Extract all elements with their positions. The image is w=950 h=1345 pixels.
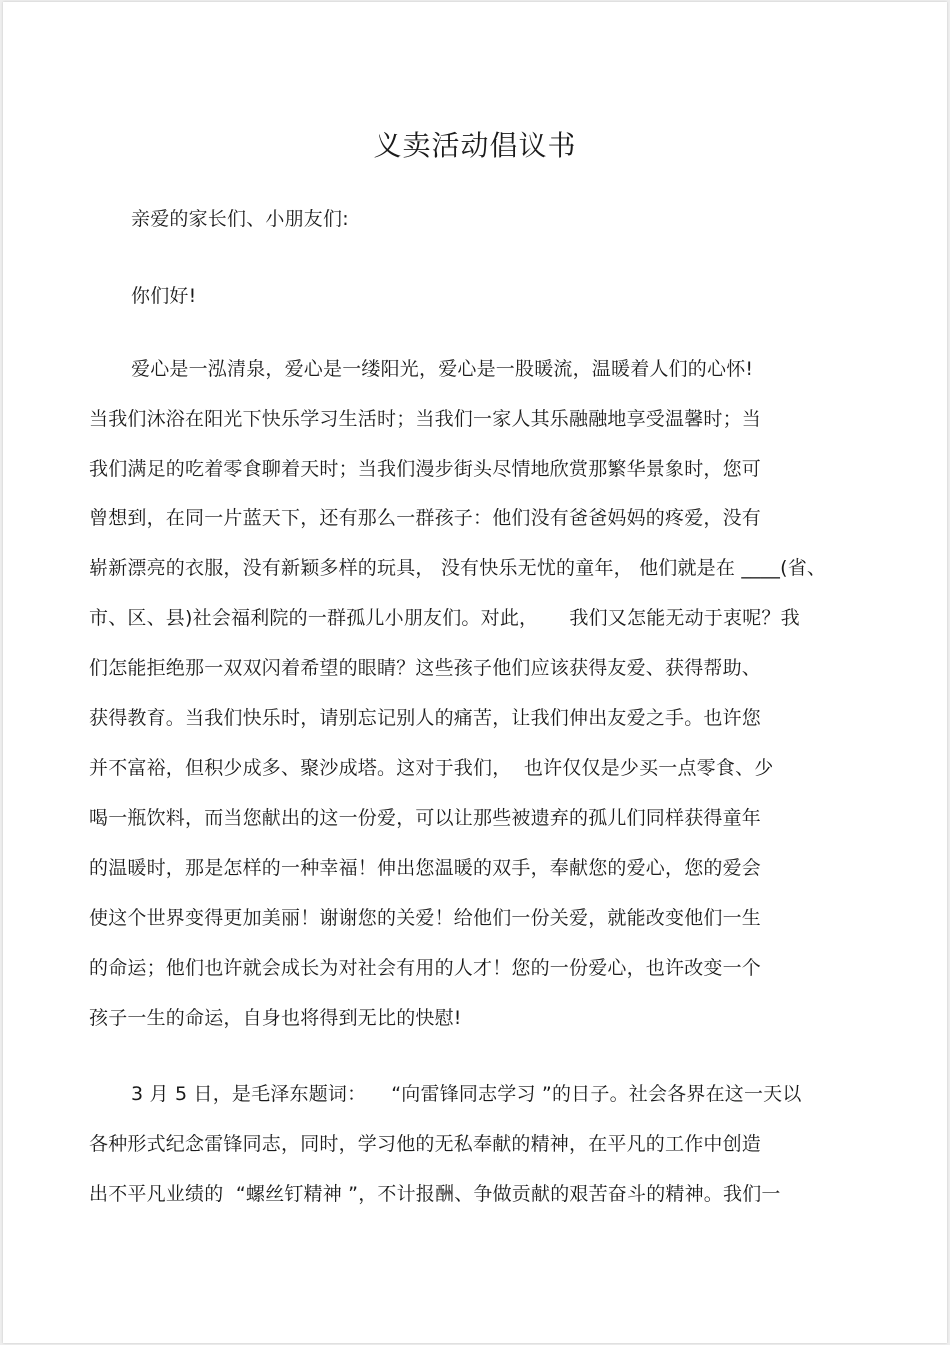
paragraph-line: 使这个世界变得更加美丽！谢谢您的关爱！给他们一份关爱，就能改变他们一生 xyxy=(89,907,762,929)
paragraph-line: 我们满足的吃着零食聊着天时；当我们漫步街头尽情地欣赏那繁华景象时，您可 xyxy=(89,458,762,480)
paragraph-line: 孩子一生的命运，自身也将得到无比的快慰! xyxy=(89,1007,462,1029)
paragraph-line: 出不平凡业绩的 “螺丝钉精神 ”，不计报酬、争做贡献的艰苦奋斗的精神。我们一 xyxy=(89,1183,781,1205)
paragraph-line: 崭新漂亮的衣服，没有新颖多样的玩具， 没有快乐无忧的童年， 他们就是在 ____(省、 xyxy=(89,557,827,579)
greeting: 你们好! xyxy=(131,285,197,307)
document-title: 义卖活动倡议书 xyxy=(373,129,577,162)
paragraph-line: 并不富裕，但积少成多、聚沙成塔。这对于我们， 也许仅仅是少买一点零食、少 xyxy=(89,757,774,779)
paragraph-line: 爱心是一泓清泉，爱心是一缕阳光，爱心是一股暖流，温暖着人们的心怀! xyxy=(131,358,754,380)
paragraph-line: 获得教育。当我们快乐时，请别忘记别人的痛苦，让我们伸出友爱之手。也许您 xyxy=(89,707,762,729)
paragraph-line: 市、区、县)社会福利院的一群孤儿小朋友们。对此， 我们又怎能无动于衷呢？我 xyxy=(89,607,800,629)
paragraph-line: 的命运；他们也许就会成长为对社会有用的人才！您的一份爱心，也许改变一个 xyxy=(89,957,762,979)
salutation: 亲爱的家长们、小朋友们: xyxy=(131,208,349,230)
paragraph-line: 3 月 5 日，是毛泽东题词： “向雷锋同志学习 ”的日子。社会各界在这一天以 xyxy=(131,1083,802,1105)
paragraph-line: 各种形式纪念雷锋同志，同时，学习他的无私奉献的精神，在平凡的工作中创造 xyxy=(89,1133,762,1155)
paragraph-line: 曾想到，在同一片蓝天下，还有那么一群孩子：他们没有爸爸妈妈的疼爱，没有 xyxy=(89,507,762,529)
paragraph-line: 当我们沐浴在阳光下快乐学习生活时；当我们一家人其乐融融地享受温馨时；当 xyxy=(89,408,762,430)
paragraph-line: 们怎能拒绝那一双双闪着希望的眼睛？这些孩子他们应该获得友爱、获得帮助、 xyxy=(89,657,762,679)
paragraph-line: 喝一瓶饮料，而当您献出的这一份爱，可以让那些被遗弃的孤儿们同样获得童年 xyxy=(89,807,762,829)
document-page xyxy=(3,2,947,1343)
paragraph-line: 的温暖时，那是怎样的一种幸福！伸出您温暖的双手，奉献您的爱心，您的爱会 xyxy=(89,857,762,879)
